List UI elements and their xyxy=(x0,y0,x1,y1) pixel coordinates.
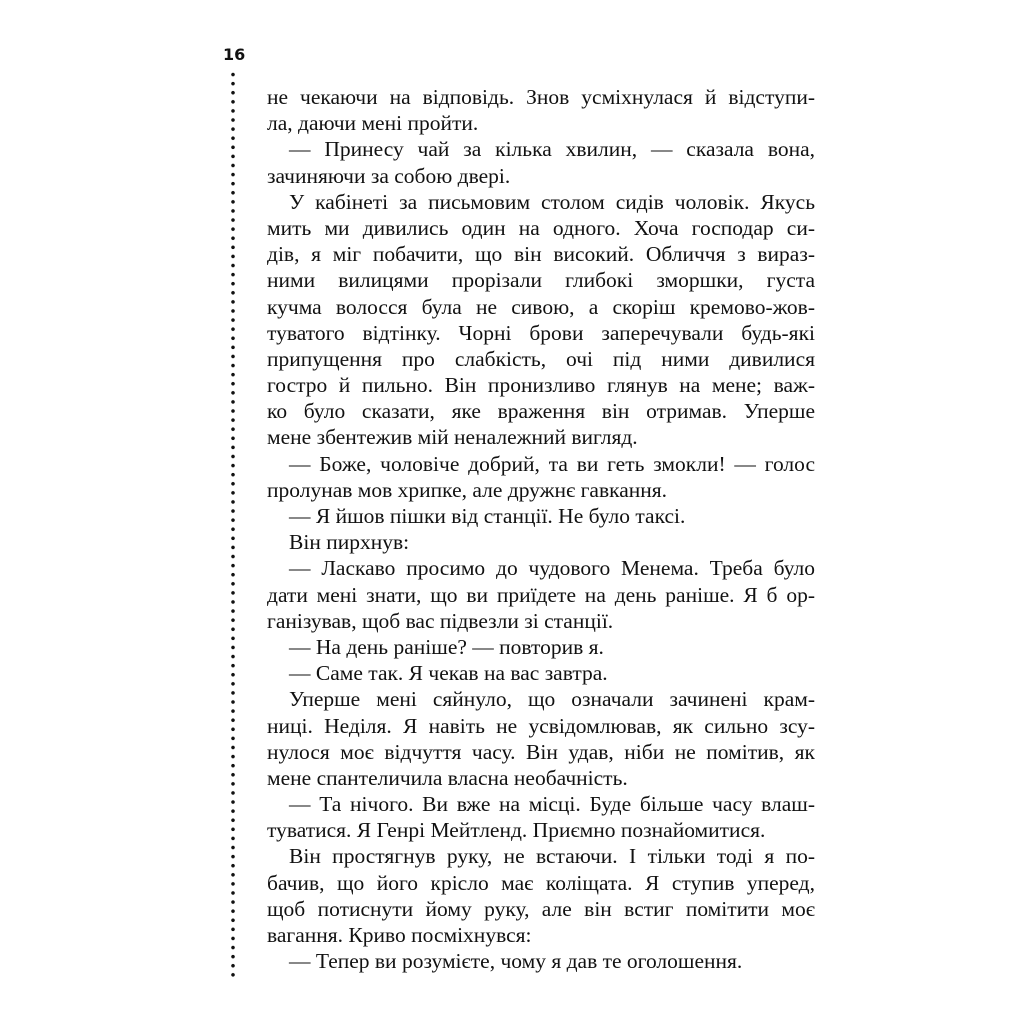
text-line: — Я йшов пішки від станції. Не було таксі. xyxy=(289,504,686,528)
text-line: гостро й пильно. Він пронизливо глянув на мене; важ- xyxy=(267,373,815,398)
text-line: ко було сказати, яке враження він отримав. Уперше xyxy=(267,399,815,424)
text-line: припущення про слабкість, очі під ними дивилися xyxy=(267,346,815,371)
paragraph xyxy=(267,503,815,529)
paragraph xyxy=(267,451,815,503)
text-line: мене збентежив мій неналежний вигляд. xyxy=(267,425,638,450)
text-line: — Тепер ви розумієте, чому я дав те оголошення. xyxy=(289,949,743,974)
text-line: кучма волосся була не сивою, а скоріш кремово-жов- xyxy=(267,294,815,319)
paragraph xyxy=(267,791,815,843)
text-line: — Принесу чай за кілька хвилин, — сказала вона, xyxy=(289,137,815,162)
text-line: — Ласкаво просимо до чудового Менема. Треба було xyxy=(289,556,815,581)
text-line: нулося моє відчуття часу. Він удав, ніби не помітив, як xyxy=(267,739,815,764)
text-line: бачив, що його крісло має коліщата. Я ступив уперед, xyxy=(267,870,815,895)
paragraph xyxy=(267,660,815,686)
text-line: мене спантеличила власна необачність. xyxy=(267,765,628,790)
paragraph xyxy=(267,189,815,451)
text-line: ганізував, щоб вас підвезли зі станції. xyxy=(267,608,614,633)
text-line: ними вилицями прорізали глибокі зморшки, густа xyxy=(267,268,815,293)
text-line: ниці. Неділя. Я навіть не усвідомлював, як сильно зсу- xyxy=(267,713,815,738)
text-line: туватися. Я Генрі Мейтленд. Приємно познайомитися. xyxy=(267,818,766,843)
text-line: зачиняючи за собою двері. xyxy=(267,163,511,188)
text-line: Він пирхнув: xyxy=(289,530,410,555)
text-line: — Саме так. Я чекав на вас завтра. xyxy=(289,661,608,686)
text-line: дати мені знати, що ви приїдете на день раніше. Я б ор- xyxy=(267,582,815,607)
paragraph xyxy=(267,843,815,948)
paragraph xyxy=(267,686,815,791)
text-line: — Та нічого. Ви вже на місці. Буде більше часу влаш- xyxy=(289,792,815,817)
page-number: 16 xyxy=(223,45,246,64)
text-line: мить ми дивились один на одного. Хоча господар си- xyxy=(267,215,815,240)
paragraph xyxy=(267,634,815,660)
text-line: Він простягнув руку, не встаючи. І тільки тоді я по- xyxy=(289,844,815,869)
text-line: Уперше мені сяйнуло, що означали зачинені крам- xyxy=(289,687,815,712)
dotted-margin-rule xyxy=(231,70,235,980)
paragraph xyxy=(267,84,815,136)
text-line: не чекаючи на відповідь. Знов усміхнулася й відступи- xyxy=(267,85,815,109)
paragraph xyxy=(267,529,815,555)
text-line: У кабінеті за письмовим столом сидів чоловік. Якусь xyxy=(289,189,815,214)
text-line: вагання. Криво посміхнувся: xyxy=(267,923,532,947)
text-line: ла, даючи мені пройти. xyxy=(267,111,479,136)
paragraph xyxy=(267,136,815,188)
text-line: щоб потиснути йому руку, але він встиг помітити моє xyxy=(267,896,815,921)
text-line: пролунав мов хрипке, але дружнє гавкання. xyxy=(267,477,668,502)
text-line: — Боже, чоловіче добрий, та ви геть змокли! — голос xyxy=(289,451,815,476)
text-line: туватого відтінку. Чорні брови заперечували будь-які xyxy=(267,320,815,345)
paragraph xyxy=(267,948,815,974)
text-line: — На день раніше? — повторив я. xyxy=(289,634,604,659)
body-text xyxy=(267,84,815,974)
text-line: дів, я міг побачити, що він високий. Обличчя з вираз- xyxy=(267,242,815,267)
paragraph xyxy=(267,555,815,634)
